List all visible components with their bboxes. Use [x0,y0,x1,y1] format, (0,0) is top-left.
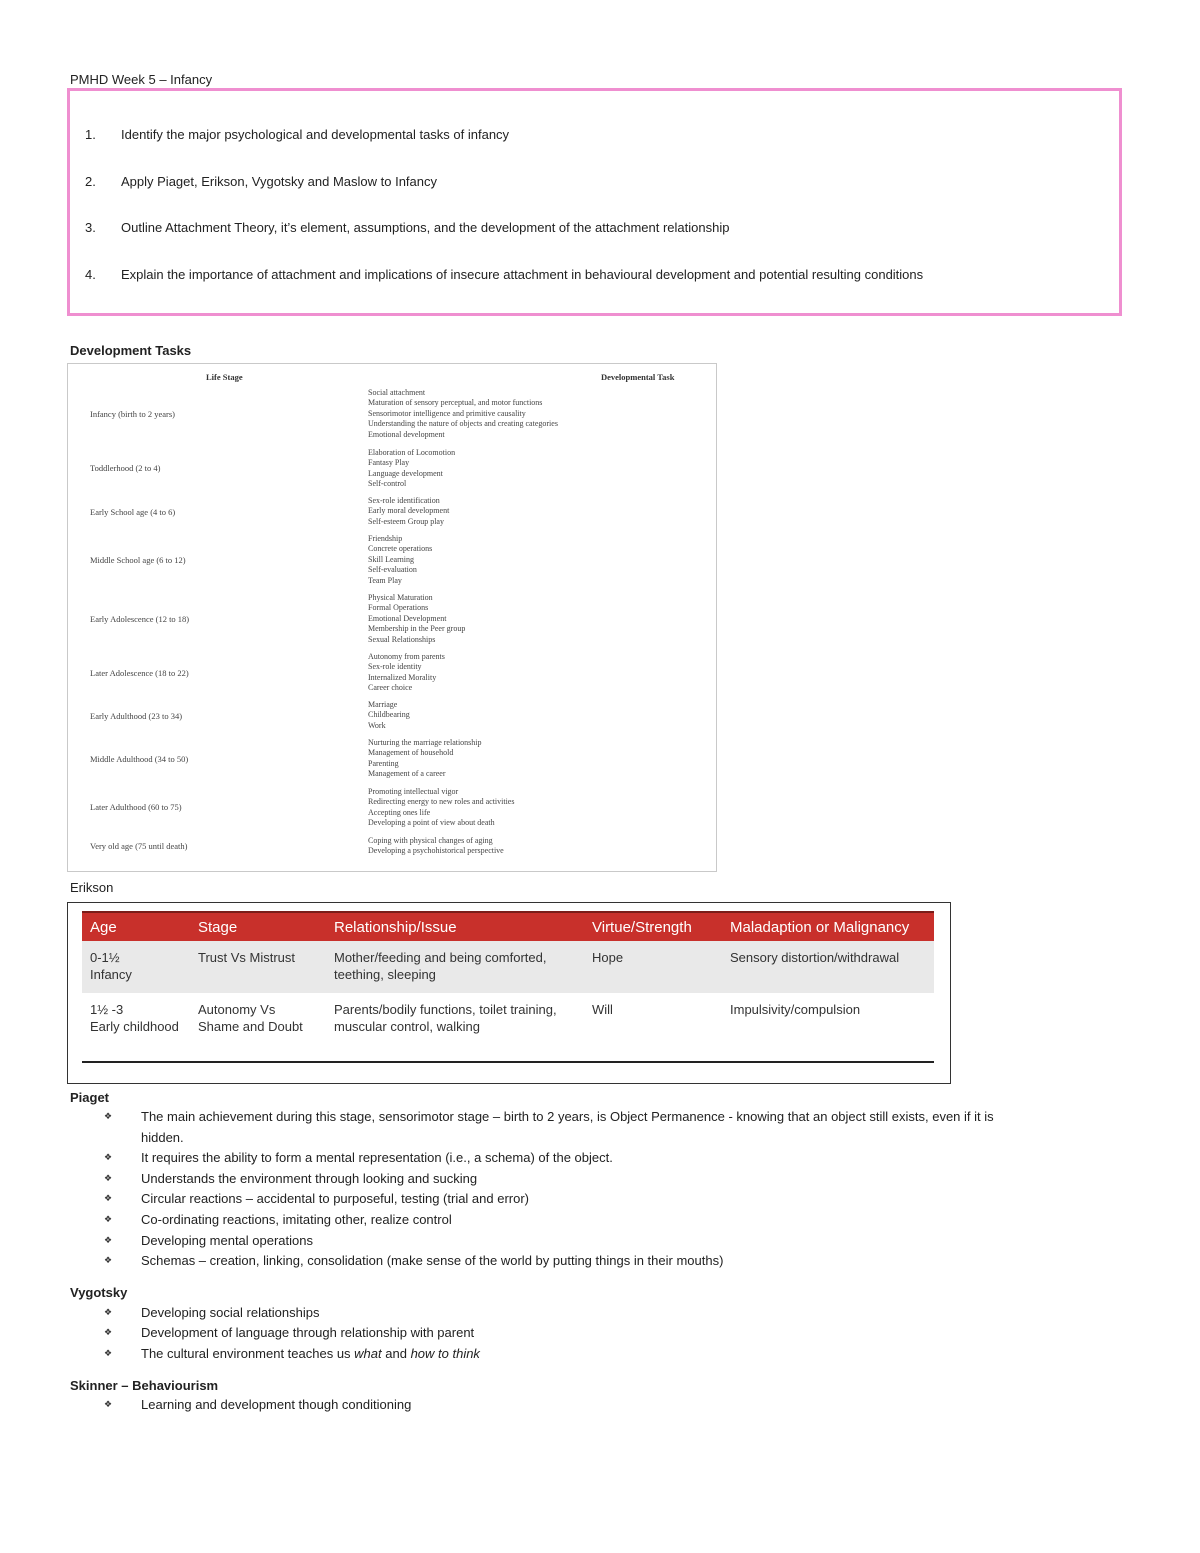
relationship-cell: Mother/feeding and being comforted, teething, sleeping [326,941,584,993]
stage-tasks: Physical Maturation Formal Operations Emotional Development Membership in the Peer group Sexual Relationships [368,593,466,644]
virtue-cell: Hope [584,941,722,993]
bullet-icon: ❖ [104,1193,113,1203]
malady-cell: Impulsivity/compulsion [722,993,934,1062]
relationship-cell: Parents/bodily functions, toilet training, muscular control, walking [326,993,584,1062]
stage-tasks: Coping with physical changes of aging Developing a psychohistorical perspective [368,836,504,856]
stage-tasks: Sex-role identification Early moral development Self-esteem Group play [368,496,450,526]
col-malady-header: Maladaption or Malignancy [722,912,934,941]
vygotsky-heading: Vygotsky [70,1285,128,1300]
development-tasks-heading: Development Tasks [70,343,192,358]
stage-label: Early Adulthood (23 to 34) [90,711,183,721]
stage-tasks: Elaboration of Locomotion Fantasy Play Language development Self-control [368,448,456,489]
objectives-box [67,88,1122,316]
age-cell: 0-1½ Infancy [82,941,190,993]
age-cell: 1½ -3 Early childhood [82,993,190,1062]
malady-cell: Sensory distortion/withdrawal [722,941,934,993]
stage-cell: Autonomy Vs Shame and Doubt [190,993,326,1062]
stage-label: Infancy (birth to 2 years) [90,409,175,419]
piaget-heading: Piaget [70,1090,110,1105]
bullet-icon: ❖ [104,1348,113,1358]
objective-item: 1. Identify the major psychological and developmental tasks of infancy [85,127,510,142]
table-row [82,941,934,993]
stage-tasks: Social attachment Maturation of sensory perceptual, and motor functions Sensorimotor intelligence and primitive causality Understanding the nature of objects and creating categories Emotional development [368,388,558,439]
stage-label: Later Adulthood (60 to 75) [90,802,182,812]
stage-tasks: Promoting intellectual vigor Redirecting energy to new roles and activities Accepting ones life Developing a point of view about death [368,787,515,828]
bullet-icon: ❖ [104,1173,113,1183]
developmental-task-header: Developmental Task [601,372,675,382]
document-title: PMHD Week 5 – Infancy [70,72,213,87]
stage-cell: Trust Vs Mistrust [190,941,326,993]
bullet-icon: ❖ [104,1399,113,1409]
col-age-header: Age [82,912,190,941]
col-virtue-header: Virtue/Strength [584,912,722,941]
objective-item: 3. Outline Attachment Theory, it’s element, assumptions, and the development of the attachment relationship [85,220,730,235]
col-stage-header: Stage [190,912,326,941]
objective-item: 2. Apply Piaget, Erikson, Vygotsky and Maslow to Infancy [85,174,438,189]
bullet-icon: ❖ [104,1255,113,1265]
stage-tasks: Friendship Concrete operations Skill Learning Self-evaluation Team Play [368,534,433,585]
stage-tasks: Marriage Childbearing Work [368,700,410,730]
skinner-heading: Skinner – Behaviourism [70,1378,219,1393]
stage-label: Toddlerhood (2 to 4) [90,463,161,473]
stage-tasks: Autonomy from parents Sex-role identity Internalized Morality Career choice [368,652,445,693]
objective-item: 4. Explain the importance of attachment and implications of insecure attachment in behavioural development and potential resulting conditions [85,267,924,282]
bullet-icon: ❖ [104,1152,113,1162]
col-relationship-header: Relationship/Issue [326,912,584,941]
stage-label: Middle School age (6 to 12) [90,555,186,565]
bullet-icon: ❖ [104,1235,113,1245]
erikson-table [82,911,934,1063]
bullet-icon: ❖ [104,1111,113,1121]
development-tasks-table [67,363,717,872]
bullet-icon: ❖ [104,1327,113,1337]
stage-label: Early Adolescence (12 to 18) [90,614,190,624]
stage-tasks: Nurturing the marriage relationship Management of household Parenting Management of a career [368,738,482,779]
stage-label: Middle Adulthood (34 to 50) [90,754,189,764]
erikson-table-frame [67,902,951,1084]
life-stage-header: Life Stage [206,372,243,382]
stage-label: Later Adolescence (18 to 22) [90,668,189,678]
stage-label: Early School age (4 to 6) [90,507,176,517]
table-row [82,993,934,1062]
bullet-icon: ❖ [104,1214,113,1224]
erikson-heading: Erikson [70,880,114,895]
bullet-icon: ❖ [104,1307,113,1317]
virtue-cell: Will [584,993,722,1062]
stage-label: Very old age (75 until death) [90,841,188,851]
